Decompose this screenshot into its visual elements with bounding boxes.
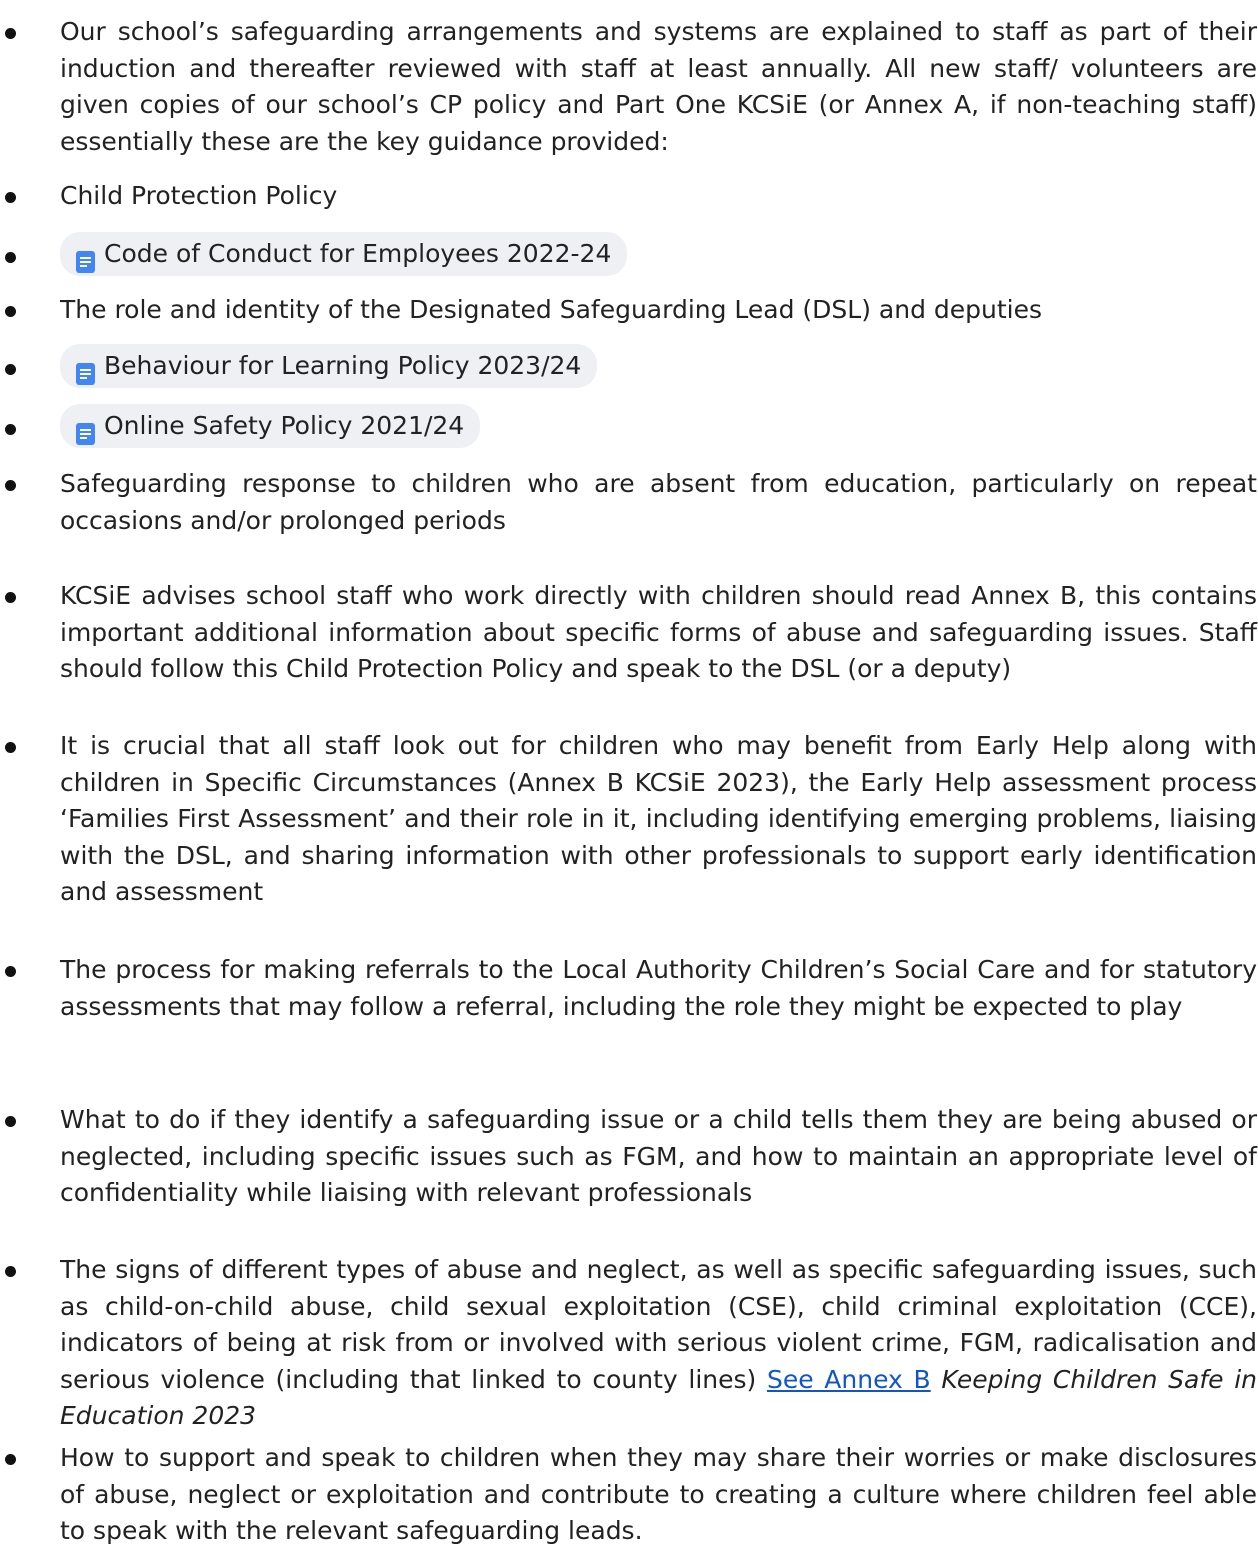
annex-b-link[interactable]: See Annex B	[766, 1364, 931, 1394]
bullet-dot-icon	[5, 742, 16, 753]
bullet-dot-icon	[5, 1116, 16, 1127]
google-docs-icon	[76, 243, 95, 265]
kcsie-reference: Keeping Children Safe in Education 2023	[60, 1364, 1257, 1430]
list-item-text: Our school’s safeguarding arrangements and systems are explained to staff as part of their induction and thereafter reviewed with staff at least annually. All new staff/ volunteers are given copies of our school’s CP policy and Part One KCSiE (or Annex A, if non-teaching staff) essentially these are the key guidance provided:	[60, 17, 1257, 156]
bullet-dot-icon	[5, 364, 16, 375]
doc-chip-label: Code of Conduct for Employees 2022-24	[104, 239, 612, 268]
bullet-dot-icon	[5, 28, 16, 39]
list-item-text: KCSiE advises school staff who work directly with children should read Annex B, this contains important additional information about specific forms of abuse and safeguarding issues. Staff should follow this Child Protection Policy and speak to the DSL (or a deputy)	[60, 581, 1257, 683]
bullet-dot-icon	[5, 192, 16, 203]
doc-chip-label: Online Safety Policy 2021/24	[104, 411, 465, 440]
list-item-text: It is crucial that all staff look out for children who may benefit from Early Help along with children in Specific Circumstances (Annex B KCSiE 2023), the Early Help assessment process ‘Families First Assessment’ and their role in it, including identifying emerging problems, liaising with the DSL, and sharing information with other professionals to support early identification and assessment	[60, 731, 1257, 906]
bullet-dot-icon	[5, 1454, 16, 1465]
list-item-text-body: The signs of different types of abuse and neglect, as well as specific safeguarding issues, such as child-on-child abuse, child sexual exploitation (CSE), child criminal exploitation (CCE), indicators of being at risk from or involved with serious violent crime, FGM, radicalisation and serious violence (including that linked to county lines)	[60, 1255, 1257, 1394]
doc-chip-code-of-conduct[interactable]	[60, 232, 627, 276]
list-item-text	[60, 1252, 1257, 1435]
list-item-text: Safeguarding response to children who are absent from education, particularly on repeat occasions and/or prolonged periods	[60, 469, 1257, 535]
list-item-text: How to support and speak to children when they may share their worries or make disclosures of abuse, neglect or exploitation and contribute to creating a culture where children feel able to speak with the relevant safeguarding leads.	[60, 1443, 1257, 1545]
doc-chip-label: Behaviour for Learning Policy 2023/24	[104, 351, 582, 380]
list-item-text: The process for making referrals to the Local Authority Children’s Social Care and for statutory assessments that may follow a referral, including the role they might be expected to play	[60, 955, 1257, 1021]
bullet-dot-icon	[5, 966, 16, 977]
list-item-text: What to do if they identify a safeguarding issue or a child tells them they are being abused or neglected, including specific issues such as FGM, and how to maintain an appropriate level of confidentiality while liaising with relevant professionals	[60, 1105, 1257, 1207]
google-docs-icon	[76, 355, 95, 377]
bullet-dot-icon	[5, 252, 16, 263]
bullet-dot-icon	[5, 424, 16, 435]
bullet-dot-icon	[5, 1266, 16, 1277]
doc-chip-online-safety[interactable]	[60, 404, 480, 448]
doc-chip-behaviour-policy[interactable]	[60, 344, 597, 388]
google-docs-icon	[76, 415, 95, 437]
bullet-dot-icon	[5, 592, 16, 603]
bullet-dot-icon	[5, 480, 16, 491]
list-item-text: Child Protection Policy	[60, 181, 338, 210]
bullet-dot-icon	[5, 306, 16, 317]
list-item-text: The role and identity of the Designated Safeguarding Lead (DSL) and deputies	[60, 295, 1043, 324]
